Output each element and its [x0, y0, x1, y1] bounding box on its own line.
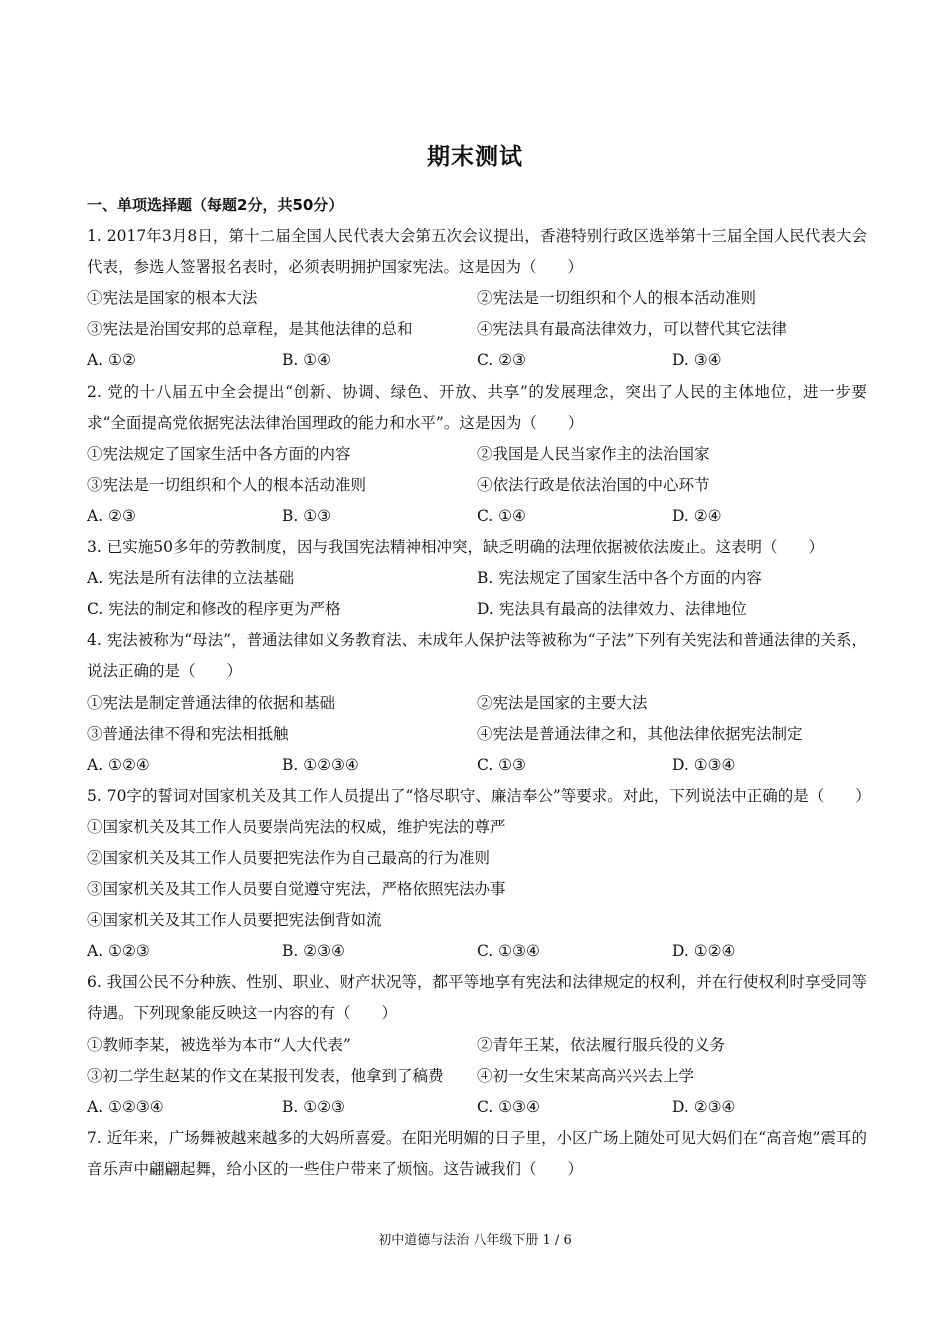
option-a: A. ①②④ — [87, 755, 150, 774]
option-d: D. 宪法具有最高的法律效力、法律地位 — [477, 600, 747, 619]
statement: ③宪法是一切组织和个人的根本活动准则 — [87, 475, 367, 494]
question-2-statements-row-2 — [87, 470, 867, 501]
option-c: C. ①④ — [477, 506, 526, 525]
option-b: B. ①④ — [282, 351, 332, 370]
question-4-statements-row-1 — [87, 688, 867, 719]
option-d: D. ①③④ — [672, 755, 736, 774]
option-a: A. ②③ — [87, 506, 136, 525]
option-d: D. ②④ — [672, 506, 722, 525]
option-a: A. ①②③ — [87, 942, 150, 961]
option-b: B. 宪法规定了国家生活中各个方面的内容 — [477, 569, 762, 588]
statement: ②宪法是一切组织和个人的根本活动准则 — [477, 289, 757, 308]
question-3-options-row-1 — [87, 563, 867, 594]
question-5-options — [87, 936, 867, 967]
statement: ④宪法是普通法律之和，其他法律依据宪法制定 — [477, 724, 803, 743]
question-6-stem: 6. 我国公民不分种族、性别、职业、财产状况等，都平等地享有宪法和法律规定的权利，并在行使权利时享受同等待遇。下列现象能反映这一内容的有（ ） — [87, 973, 867, 1023]
question-4-stem: 4. 宪法被称为“母法”，普通法律如义务教育法、未成年人保护法等被称为“子法”下列有关宪法和普通法律的关系，说法正确的是（ ） — [87, 631, 867, 681]
option-d: D. ①②④ — [672, 942, 736, 961]
option-c: C. ①③ — [477, 755, 526, 774]
option-d: D. ③④ — [672, 351, 722, 370]
question-2-options — [87, 501, 867, 532]
statement: ④初一女生宋某高高兴兴去上学 — [477, 1066, 695, 1085]
page-footer: 初中道德与法治 八年级下册 1 / 6 — [378, 1233, 572, 1248]
statement: ②宪法是国家的主要大法 — [477, 693, 648, 712]
question-6-statements-row-2 — [87, 1061, 867, 1092]
question-6-statements-row-1 — [87, 1030, 867, 1061]
question-1-statements-row-2 — [87, 314, 867, 345]
option-c: C. ①③④ — [477, 1097, 540, 1116]
option-a: A. ①②③④ — [87, 1097, 164, 1116]
question-1-statements-row-1 — [87, 283, 867, 314]
question-3-options-row-2 — [87, 594, 867, 625]
page-title: 期末测试 — [427, 144, 523, 170]
option-b: B. ②③④ — [282, 942, 345, 961]
statement: ③初二学生赵某的作文在某报刊发表，他拿到了稿费 — [87, 1066, 444, 1085]
exam-content — [87, 190, 871, 1185]
statement: ③国家机关及其工作人员要自觉遵守宪法，严格依照宪法办事 — [87, 880, 506, 899]
option-d: D. ②③④ — [672, 1097, 736, 1116]
option-c: C. ②③ — [477, 351, 526, 370]
option-b: B. ①③ — [282, 506, 332, 525]
statement: ①宪法是制定普通法律的依据和基础 — [87, 693, 336, 712]
statement: ①国家机关及其工作人员要崇尚宪法的权威，维护宪法的尊严 — [87, 817, 506, 836]
option-a: A. 宪法是所有法律的立法基础 — [87, 569, 295, 588]
statement: ④宪法具有最高法律效力，可以替代其它法律 — [477, 320, 788, 339]
option-b: B. ①②③ — [282, 1097, 345, 1116]
question-1-stem: 1. 2017年3月8日，第十二届全国人民代表大会第五次会议提出，香港特别行政区选举第十三届全国人民代表大会代表，参选人签署报名表时，必须表明拥护国家宪法。这是因为（ ） — [87, 227, 867, 277]
question-5-stem: 5. 70字的誓词对国家机关及其工作人员提出了“恪尽职守、廉洁奉公”等要求。对此，下列说法中正确的是（ ） — [87, 786, 871, 805]
question-1-options — [87, 345, 867, 376]
option-c: C. 宪法的制定和修改的程序更为严格 — [87, 600, 341, 619]
question-2-stem: 2. 党的十八届五中全会提出“创新、协调、绿色、开放、共享”的发展理念，突出了人民的主体地位，进一步要求“全面提高党依据宪法法律治国理政的能力和水平”。这是因为（ ） — [87, 382, 867, 432]
statement: ④国家机关及其工作人员要把宪法倒背如流 — [87, 911, 382, 930]
statement: ②青年王某，依法履行服兵役的义务 — [477, 1035, 726, 1054]
statement: ①教师李某，被选举为本市“人大代表” — [87, 1035, 351, 1054]
question-4-options — [87, 750, 867, 781]
statement: ②我国是人民当家作主的法治国家 — [477, 444, 710, 463]
statement: ④依法行政是依法治国的中心环节 — [477, 475, 710, 494]
option-a: A. ①② — [87, 351, 136, 370]
question-7-stem: 7. 近年来，广场舞被越来越多的大妈所喜爱。在阳光明媚的日子里，小区广场上随处可见大妈们在“高音炮”震耳的音乐声中翩翩起舞，给小区的一些住户带来了烦恼。这告诫我们（ ） — [87, 1128, 867, 1178]
statement: ③宪法是治国安邦的总章程，是其他法律的总和 — [87, 320, 413, 339]
question-4-statements-row-2 — [87, 719, 867, 750]
option-b: B. ①②③④ — [282, 755, 359, 774]
option-c: C. ①③④ — [477, 942, 540, 961]
statement: ①宪法是国家的根本大法 — [87, 289, 258, 308]
statement: ①宪法规定了国家生活中各方面的内容 — [87, 444, 351, 463]
section-heading: 一、单项选择题（每题2分，共50分） — [87, 196, 344, 214]
statement: ③普通法律不得和宪法相抵触 — [87, 724, 289, 743]
question-3-stem: 3. 已实施50多年的劳教制度，因与我国宪法精神相冲突，缺乏明确的法理依据被依法废止。这表明（ ） — [87, 538, 824, 557]
question-2-statements-row-1 — [87, 439, 867, 470]
question-6-options — [87, 1092, 867, 1123]
statement: ②国家机关及其工作人员要把宪法作为自己最高的行为准则 — [87, 848, 491, 867]
